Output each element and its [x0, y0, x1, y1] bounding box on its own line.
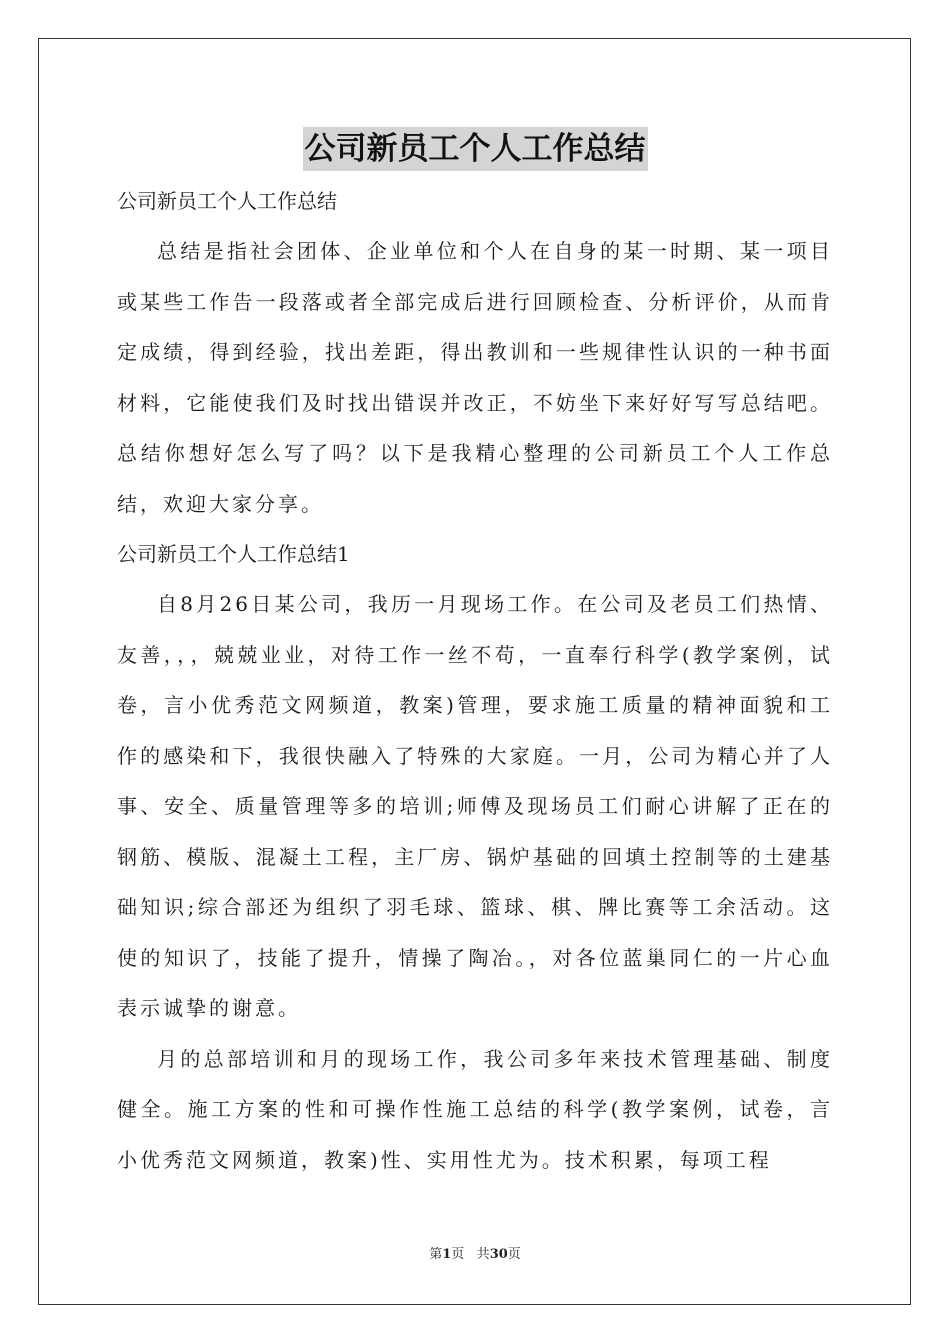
- body-paragraph: 月的总部培训和月的现场工作，我公司多年来技术管理基础、制度健全。施工方案的性和可操作性施工总结的科学(教学案例，试卷，言小优秀范文网频道，教案)性、实用性尤为。技术积累，每项工程: [117, 1046, 833, 1172]
- document-title: 公司新员工个人工作总结: [303, 127, 648, 171]
- document-subtitle: 公司新员工个人工作总结: [117, 189, 337, 213]
- intro-paragraph: 总结是指社会团体、企业单位和个人在自身的某一时期、某一项目或某些工作告一段落或者全部完成后进行回顾检查、分析评价，从而肯定成绩，得到经验，找出差距，得出教训和一些规律性认识的一种书面材料，它能使我们及时找出错误并改正，不妨坐下来好好写写总结吧。总结你想好怎么写了吗？以下是我精心整理的公司新员工个人工作总结，欢迎大家分享。: [117, 239, 833, 516]
- total-pages: 30: [489, 1247, 508, 1262]
- page-number: 1: [442, 1247, 452, 1262]
- page-prefix: 第: [429, 1247, 443, 1262]
- total-suffix: 页: [507, 1247, 521, 1262]
- document-body: [117, 176, 833, 1185]
- body-paragraph: 自8月26日某公司，我历一月现场工作。在公司及老员工们热情、友善，，，兢兢业业，对待工作一丝不苟，一直奉行科学(教学案例，试卷，言小优秀范文网频道，教案)管理，要求施工质量的精神面貌和工作的感染和下，我很快融入了特殊的大家庭。一月，公司为精心并了人事、安全、质量管理等多的培训;师傅及现场员工们耐心讲解了正在的钢筋、模版、混凝土工程，主厂房、锅炉基础的回填土控制等的土建基础知识;综合部还为组织了羽毛球、篮球、棋、牌比赛等工余活动。这使的知识了，技能了提升，情操了陶冶。，对各位蓝巢同仁的一片心血表示诚挚的谢意。: [117, 592, 833, 1020]
- section-heading: 公司新员工个人工作总结1: [117, 542, 350, 566]
- title-container: [0, 127, 950, 171]
- page-suffix: 页: [451, 1247, 465, 1262]
- total-prefix: 共: [476, 1247, 490, 1262]
- page-footer: [0, 1245, 950, 1265]
